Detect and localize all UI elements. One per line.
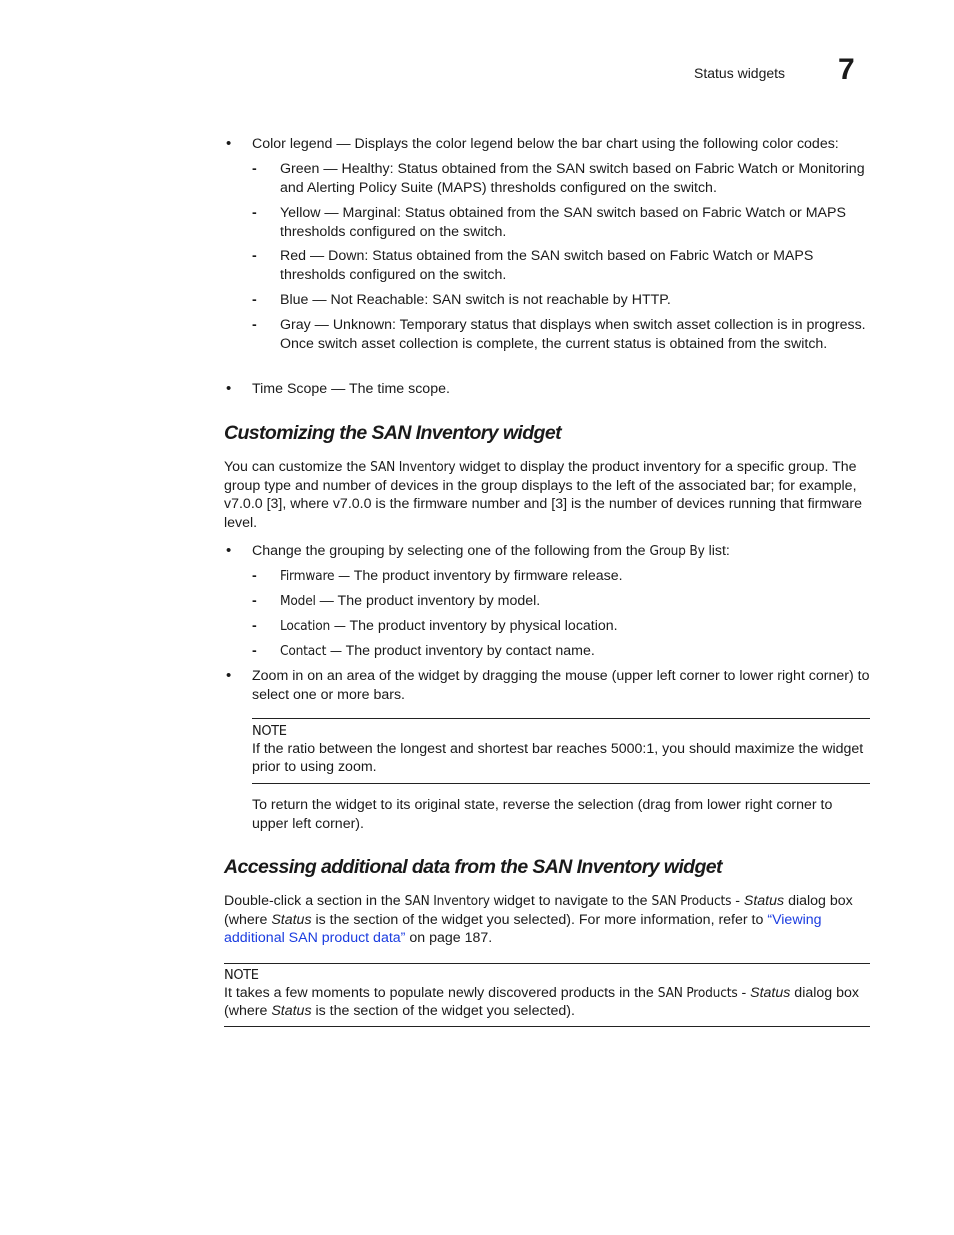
note-top-rule xyxy=(252,718,870,719)
group-by-term: Group By xyxy=(649,543,705,559)
customizing-heading: Customizing the SAN Inventory widget xyxy=(224,422,561,444)
color-legend-bullet: • Color legend — Displays the color legend below the bar chart using the following color codes: xyxy=(226,135,870,154)
note2-top-rule xyxy=(224,963,870,964)
legend-item-green: - Green — Healthy: Status obtained from the SAN switch based on Fabric Watch or Monitoring and Alerting Policy Suite (MAPS) thresholds configured on the switch. xyxy=(252,160,870,197)
return-paragraph: To return the widget to its original state, reverse the selection (drag from lower right corner to upper left corner). xyxy=(252,797,833,832)
note-text: It takes a few moments to populate newly discovered products in the SAN Products - Status dialog box (where Status is the section of the widget you selected). xyxy=(224,984,859,1020)
note-text: If the ratio between the longest and shortest bar reaches 5000:1, you should maximize the widget prior to using zoom. xyxy=(252,740,864,776)
group-option-contact: - Contact — The product inventory by contact name. xyxy=(252,642,870,661)
group-by-bullet: • Change the grouping by selecting one of the following from the Group By list: xyxy=(226,542,870,561)
accessing-paragraph: Double-click a section in the SAN Inventory widget to navigate to the SAN Products - Status dialog box (where Status is the section of the widget you selected). For more information, refer to “Viewing additional SAN product data” on page 187. xyxy=(224,893,853,947)
legend-item-red: - Red — Down: Status obtained from the SAN switch based on Fabric Watch or MAPS thresholds configured on the switch. xyxy=(252,247,870,284)
chapter-number: 7 xyxy=(838,53,855,86)
note-label: NOTE xyxy=(224,968,259,983)
time-scope-bullet: • Time Scope — The time scope. xyxy=(226,380,870,399)
accessing-heading: Accessing additional data from the SAN Inventory widget xyxy=(224,856,722,878)
group-option-location: - Location — The product inventory by physical location. xyxy=(252,617,870,636)
note2-bottom-rule xyxy=(224,1026,870,1027)
zoom-bullet: • Zoom in on an area of the widget by dragging the mouse (upper left corner to lower right corner) to select one or more bars. xyxy=(226,667,870,704)
legend-item-blue: - Blue — Not Reachable: SAN switch is not reachable by HTTP. xyxy=(252,291,870,310)
populate-note xyxy=(224,967,870,1021)
legend-item-yellow: - Yellow — Marginal: Status obtained from the SAN switch based on Fabric Watch or MAPS thresholds configured on the switch. xyxy=(252,204,870,241)
legend-item-gray: - Gray — Unknown: Temporary status that displays when switch asset collection is in progress. Once switch asset collection is complete, the current status is obtained from the switch. xyxy=(252,316,870,353)
running-header: Status widgets xyxy=(694,65,786,81)
group-option-firmware: - Firmware — The product inventory by firmware release. xyxy=(252,567,870,586)
note-bottom-rule xyxy=(252,783,870,784)
san-inventory-term: SAN Inventory xyxy=(370,459,456,475)
zoom-note xyxy=(252,723,870,777)
note-label: NOTE xyxy=(252,724,287,739)
viewing-san-product-data-link[interactable]: “Viewing additional SAN product data” xyxy=(224,911,822,947)
customizing-paragraph: You can customize the SAN Inventory widget to display the product inventory for a specific group. The group type and number of devices in the group displays to the left of the associated bar; for example, v7.0.0 [3], where v7.0.0 is the firmware number and [3] is the number of devices running that firmware level. xyxy=(224,459,862,531)
group-option-model: - Model — The product inventory by model. xyxy=(252,592,870,611)
